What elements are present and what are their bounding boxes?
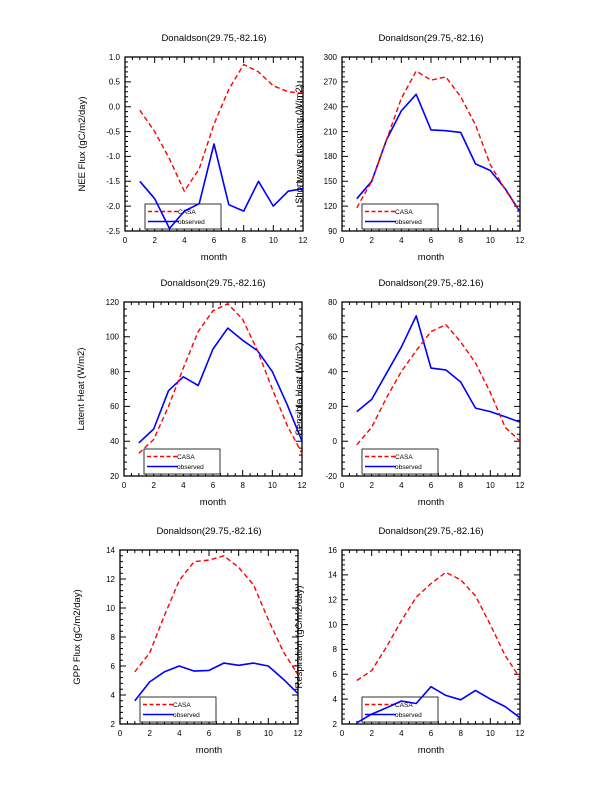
svg-text:CASA: CASA [395,209,413,216]
svg-text:14: 14 [106,545,115,555]
svg-text:6: 6 [206,729,212,738]
svg-text:-2.0: -2.0 [106,201,120,211]
svg-text:6: 6 [110,661,115,671]
chart-gpp-flux [65,518,310,768]
svg-text:180: 180 [323,152,337,162]
svg-text:observed: observed [178,219,205,226]
svg-text:-2.5: -2.5 [106,226,120,236]
svg-text:14: 14 [328,570,337,580]
svg-text:2: 2 [369,236,374,245]
svg-text:10: 10 [485,729,495,738]
svg-text:40: 40 [110,437,119,446]
svg-text:0: 0 [339,729,345,738]
x-axis-label: month [417,252,445,263]
svg-text:16: 16 [328,545,337,555]
plot-area [69,270,314,520]
svg-text:4: 4 [177,729,182,738]
svg-text:10: 10 [268,236,278,245]
svg-text:12: 12 [515,481,525,490]
svg-text:-20: -20 [325,471,337,481]
svg-text:40: 40 [328,367,337,377]
chart-respiration [287,518,532,768]
svg-text:0: 0 [117,729,123,738]
svg-text:150: 150 [323,177,337,187]
chart-sensible-heat [287,270,532,520]
svg-text:2: 2 [369,729,374,738]
svg-text:20: 20 [110,471,119,481]
chart-title: Donaldson(29.75,-82.16) [378,526,484,537]
svg-text:4: 4 [110,690,115,700]
svg-text:8: 8 [458,236,463,245]
svg-text:2: 2 [152,236,157,245]
svg-text:8: 8 [236,729,241,738]
svg-text:1.0: 1.0 [108,52,120,62]
y-axis-label: Sensible Heat (W/m2) [294,342,305,436]
svg-text:80: 80 [328,297,337,307]
svg-text:4: 4 [182,236,187,245]
svg-text:60: 60 [328,332,337,342]
svg-text:6: 6 [210,481,216,490]
plot-area [70,25,315,275]
svg-text:4: 4 [399,729,404,738]
svg-text:10: 10 [328,620,337,630]
svg-text:6: 6 [428,481,434,490]
plot-area [287,270,532,520]
svg-text:10: 10 [485,481,495,490]
svg-text:100: 100 [105,332,119,342]
svg-text:0: 0 [339,481,345,490]
svg-text:2: 2 [332,719,337,729]
svg-text:6: 6 [428,236,434,245]
x-axis-label: month [200,252,228,263]
x-axis-label: month [417,745,445,756]
svg-text:4: 4 [399,481,404,490]
chart-shortwave-incoming [287,25,532,275]
svg-text:2: 2 [151,481,156,490]
svg-text:8: 8 [458,481,463,490]
plot-area [287,518,532,768]
svg-text:0.0: 0.0 [108,102,120,112]
svg-text:0: 0 [339,236,345,245]
chart-title: Donaldson(29.75,-82.16) [161,33,267,44]
svg-text:0.5: 0.5 [108,77,120,87]
svg-text:-0.5: -0.5 [106,127,120,137]
svg-text:90: 90 [328,226,337,236]
svg-text:10: 10 [485,236,495,245]
svg-text:120: 120 [323,201,337,211]
svg-text:120: 120 [105,297,119,307]
svg-text:6: 6 [332,670,337,680]
svg-text:4: 4 [332,694,337,704]
svg-text:80: 80 [110,367,119,377]
svg-text:10: 10 [263,729,273,738]
chart-title: Donaldson(29.75,-82.16) [378,278,484,289]
svg-text:CASA: CASA [178,209,196,216]
chart-title: Donaldson(29.75,-82.16) [378,33,484,44]
x-axis-label: month [417,497,445,508]
svg-text:0: 0 [122,236,128,245]
svg-text:12: 12 [293,729,303,738]
svg-text:observed: observed [395,712,422,719]
svg-text:0: 0 [121,481,127,490]
svg-text:6: 6 [428,729,434,738]
svg-text:12: 12 [328,595,337,605]
svg-text:6: 6 [211,236,217,245]
svg-text:240: 240 [323,102,337,112]
svg-text:12: 12 [298,236,308,245]
svg-text:8: 8 [241,236,246,245]
x-axis-label: month [199,497,227,508]
svg-text:300: 300 [323,52,337,62]
svg-text:4: 4 [181,481,186,490]
svg-text:60: 60 [110,402,119,412]
svg-text:-1.5: -1.5 [106,177,120,187]
svg-text:8: 8 [332,645,337,655]
svg-text:12: 12 [297,481,307,490]
chart-nee-flux [70,25,315,275]
svg-text:observed: observed [395,464,422,471]
y-axis-label: Latent Heat (W/m2) [76,347,87,431]
chart-title: Donaldson(29.75,-82.16) [156,526,262,537]
svg-text:8: 8 [240,481,245,490]
y-axis-label: Respiration (gC/m2/day) [294,585,305,689]
svg-text:10: 10 [267,481,277,490]
svg-text:10: 10 [106,603,115,613]
x-axis-label: month [195,745,223,756]
svg-text:8: 8 [110,632,115,642]
svg-text:-1.0: -1.0 [106,152,120,162]
svg-text:CASA: CASA [173,702,191,709]
svg-text:CASA: CASA [395,702,413,709]
svg-text:2: 2 [369,481,374,490]
svg-text:210: 210 [323,127,337,137]
y-axis-label: NEE Flux (gC/m2/day) [77,96,88,192]
svg-text:observed: observed [173,712,200,719]
y-axis-label: Shortwave Incoming (W/m2) [294,84,305,204]
plot-area [65,518,310,768]
svg-text:12: 12 [106,574,115,584]
svg-text:CASA: CASA [395,454,413,461]
svg-text:12: 12 [515,236,525,245]
svg-text:observed: observed [395,219,422,226]
svg-text:8: 8 [458,729,463,738]
svg-text:270: 270 [323,77,337,87]
svg-text:CASA: CASA [177,454,195,461]
svg-text:2: 2 [147,729,152,738]
svg-text:0: 0 [332,437,337,446]
svg-text:2: 2 [110,719,115,729]
chart-latent-heat [69,270,314,520]
svg-text:20: 20 [328,402,337,412]
chart-title: Donaldson(29.75,-82.16) [160,278,266,289]
svg-text:12: 12 [515,729,525,738]
svg-text:observed: observed [177,464,204,471]
y-axis-label: GPP Flux (gC/m2/day) [72,589,83,685]
svg-text:4: 4 [399,236,404,245]
plot-area [287,25,532,275]
